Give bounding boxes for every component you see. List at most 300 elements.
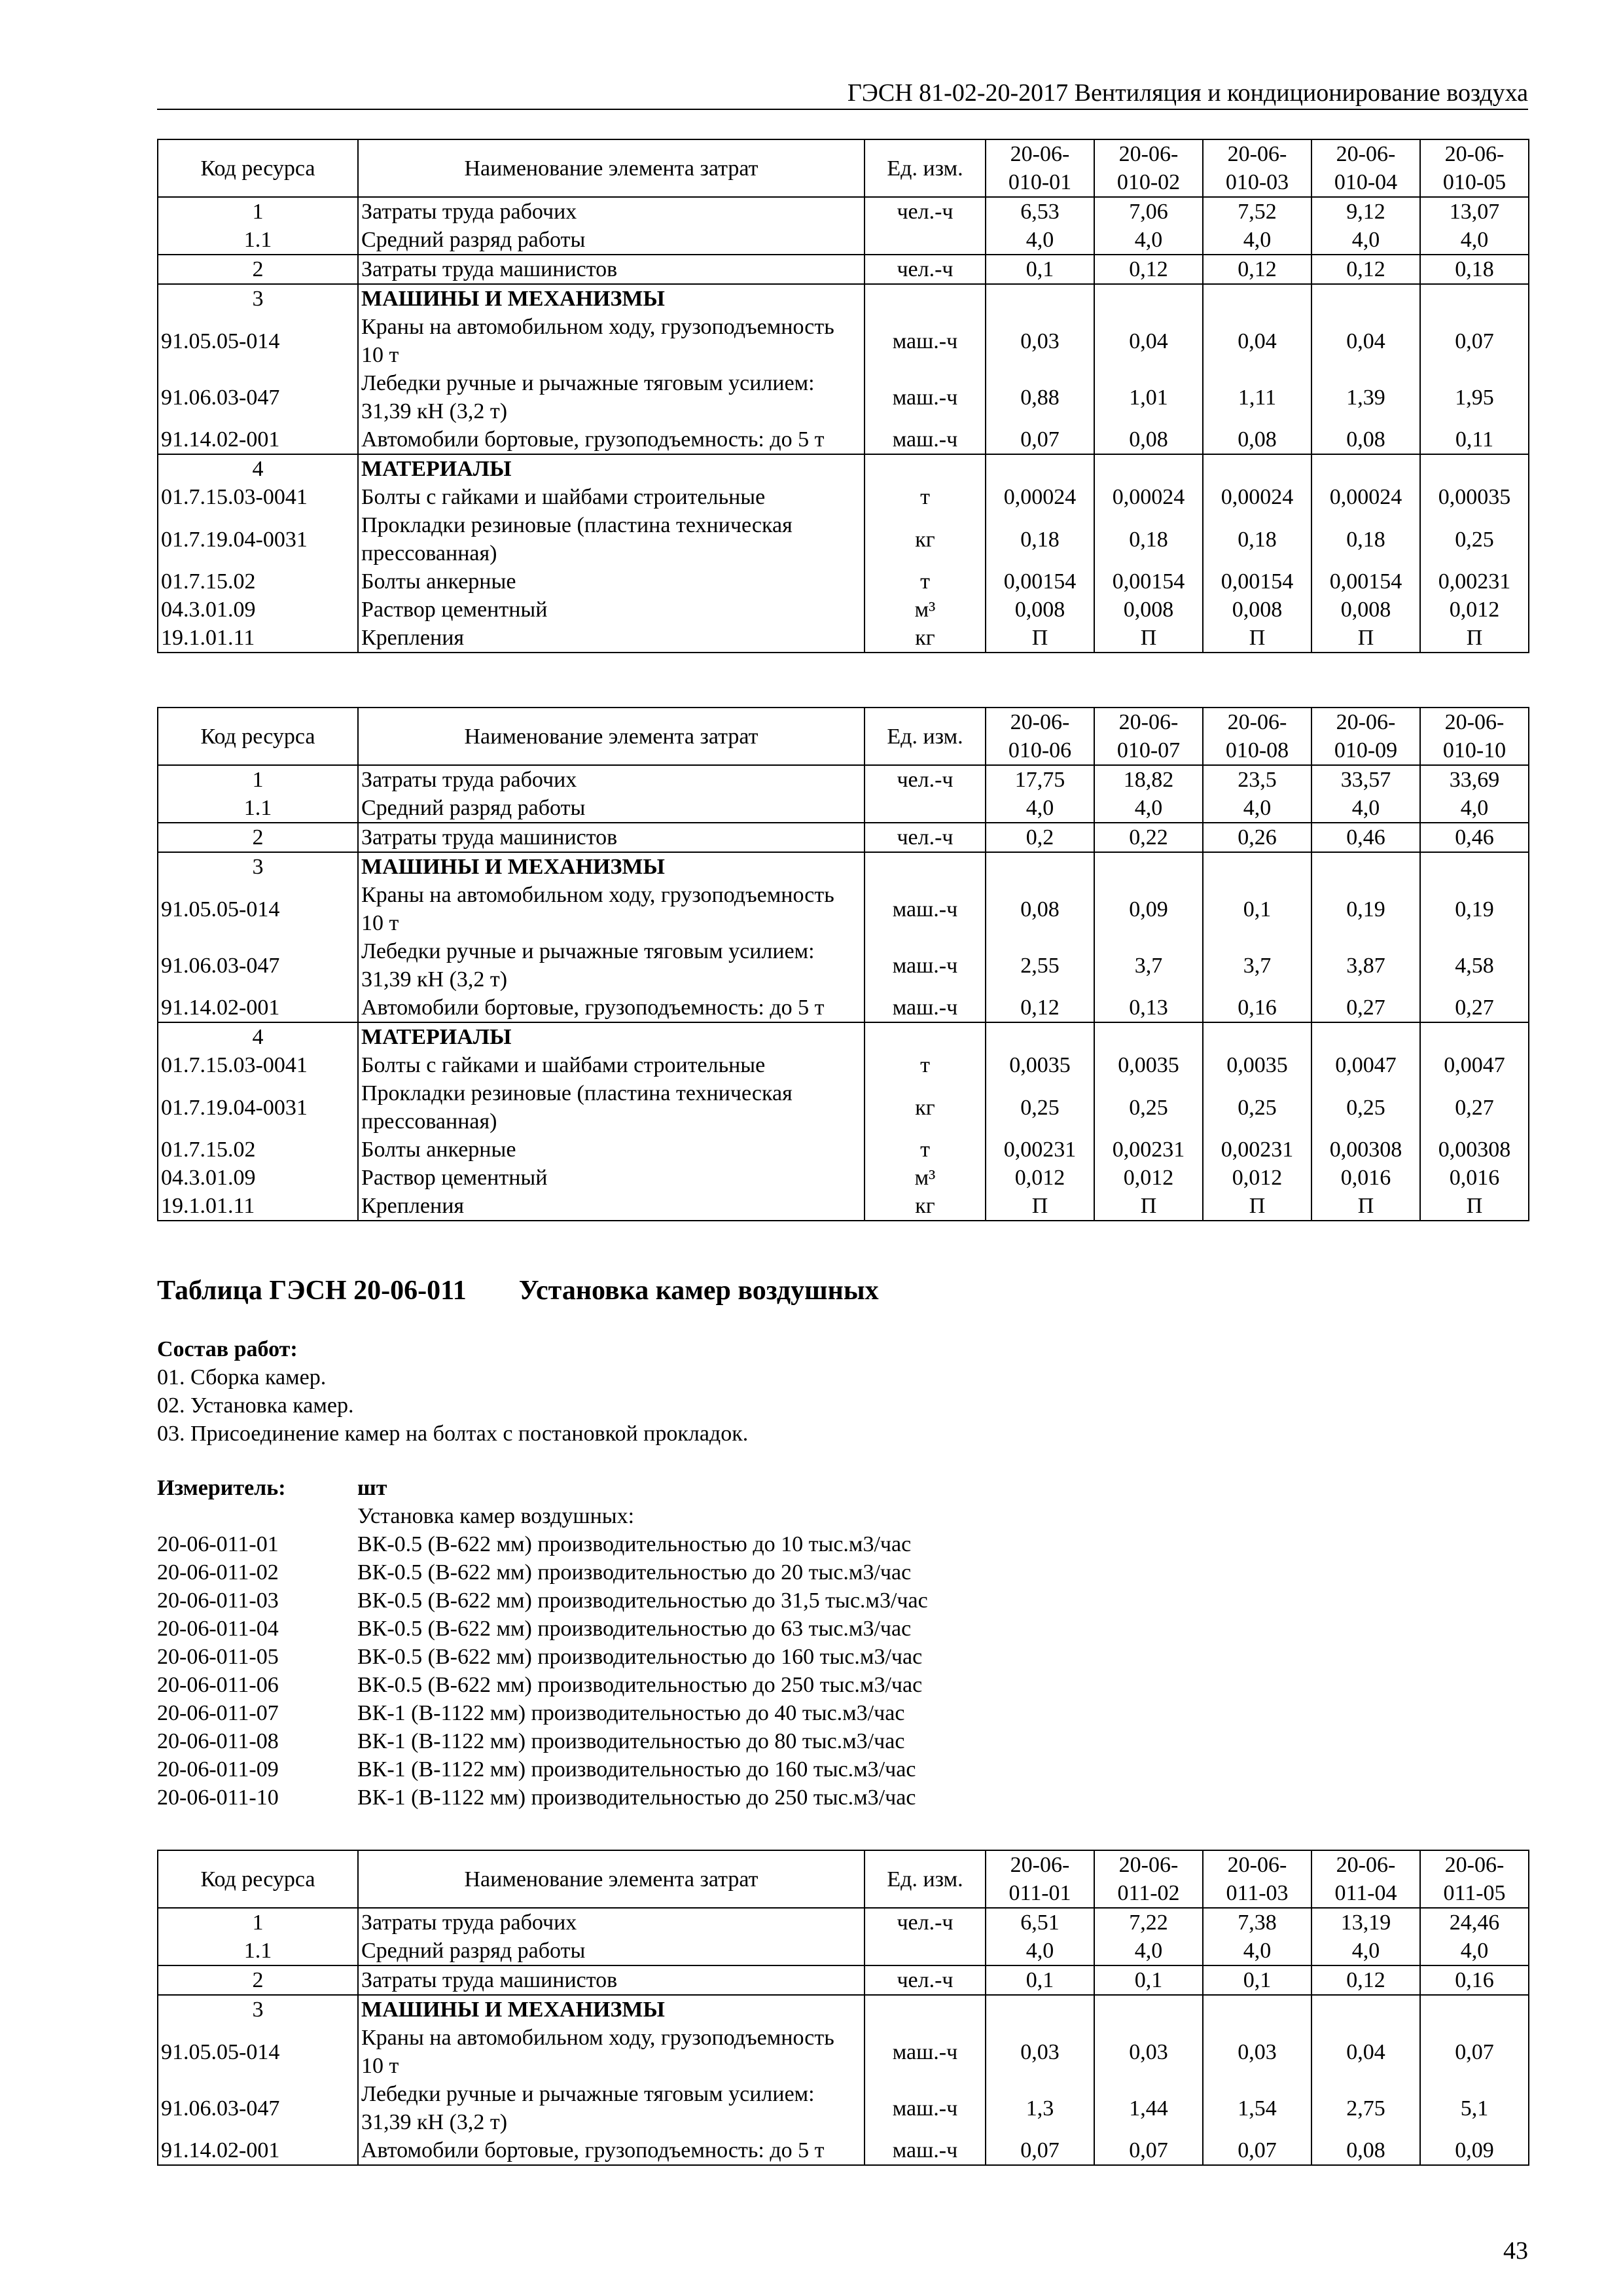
resource-value: 1,39 [1311, 369, 1420, 425]
resource-value [1311, 454, 1420, 483]
resource-code: 3 [158, 284, 358, 313]
table-row [158, 1192, 1529, 1221]
resource-value: 0,016 [1311, 1164, 1420, 1192]
meter-item-text: ВК-1 (В-1122 мм) производительностью до 80 тыс.м3/час [357, 1729, 905, 1753]
resource-value [1203, 454, 1311, 483]
page-header-title: ГЭСН 81-02-20-2017 Вентиляция и кондиционирование воздуха [847, 79, 1528, 107]
table-row [158, 1022, 1529, 1051]
resource-value: 0,12 [1311, 255, 1420, 284]
meter-item [157, 1530, 928, 1558]
table-header-row [158, 1850, 1529, 1908]
resource-value: 23,5 [1203, 765, 1311, 794]
resource-unit: чел.-ч [865, 197, 986, 226]
resource-value: 4,58 [1420, 937, 1529, 994]
meter-unit: шт [357, 1476, 387, 1500]
resource-code: 2 [158, 1965, 358, 1995]
resource-unit: маш.-ч [865, 425, 986, 454]
resource-value: 0,12 [1311, 1965, 1420, 1995]
meter-item-text: ВК-1 (В-1122 мм) производительностью до 160 тыс.м3/час [357, 1757, 916, 1782]
table-row [158, 567, 1529, 596]
header-unit: Ед. изм. [865, 708, 986, 765]
section-title-name: Установка камер воздушных [518, 1276, 879, 1306]
resource-code: 91.05.05-014 [158, 881, 358, 937]
table-row [158, 1995, 1529, 2024]
resource-value: 0,27 [1420, 1079, 1529, 1136]
resource-table-3 [157, 1850, 1529, 2166]
resource-value: 4,0 [1203, 794, 1311, 823]
table-row [158, 994, 1529, 1022]
resource-value: 0,03 [986, 2024, 1094, 2080]
resource-value: 0,03 [1203, 2024, 1311, 2080]
resource-value: 2,55 [986, 937, 1094, 994]
resource-unit: т [865, 483, 986, 511]
resource-value: 0,012 [986, 1164, 1094, 1192]
header-name: Наименование элемента затрат [358, 139, 865, 197]
resource-value: 4,0 [1094, 226, 1203, 255]
resource-value: 0,00024 [1203, 483, 1311, 511]
resource-value: П [1420, 624, 1529, 653]
meter-item-text: ВК-0.5 (В-622 мм) производительностью до 63 тыс.м3/час [357, 1617, 912, 1641]
resource-value [986, 1022, 1094, 1051]
table-row [158, 624, 1529, 653]
resource-unit: кг [865, 624, 986, 653]
resource-value [1094, 852, 1203, 881]
resource-value [1203, 1995, 1311, 2024]
resource-unit [865, 454, 986, 483]
resource-value: 4,0 [1203, 1937, 1311, 1965]
resource-name: Затраты труда рабочих [358, 1908, 865, 1937]
table-row [158, 937, 1529, 994]
resource-value: 0,18 [1420, 255, 1529, 284]
resource-name: Автомобили бортовые, грузоподъемность: до 5 т [358, 425, 865, 454]
resource-code: 91.14.02-001 [158, 994, 358, 1022]
resource-value: 0,00024 [1094, 483, 1203, 511]
header-norm-code: 20-06- 010-03 [1203, 139, 1311, 197]
table-row [158, 197, 1529, 226]
resource-value: 3,7 [1094, 937, 1203, 994]
header-unit: Ед. изм. [865, 139, 986, 197]
table-row [158, 852, 1529, 881]
resource-value: 4,0 [986, 226, 1094, 255]
meter-heading: Установка камер воздушных: [357, 1504, 635, 1528]
table-row [158, 425, 1529, 454]
meter-item-text: ВК-1 (В-1122 мм) производительностью до 40 тыс.м3/час [357, 1701, 905, 1725]
resource-value: 4,0 [1420, 226, 1529, 255]
resource-unit [865, 284, 986, 313]
table-row [158, 454, 1529, 483]
resource-code: 1.1 [158, 226, 358, 255]
resource-code: 91.05.05-014 [158, 313, 358, 369]
table-row [158, 313, 1529, 369]
resource-name: Болты анкерные [358, 567, 865, 596]
resource-value: 0,03 [986, 313, 1094, 369]
resource-value: 0,00231 [986, 1136, 1094, 1164]
resource-code: 1 [158, 765, 358, 794]
table-row [158, 369, 1529, 425]
resource-value: 0,1 [986, 1965, 1094, 1995]
resource-value: 0,22 [1094, 823, 1203, 852]
resource-value: 0,008 [986, 596, 1094, 624]
resource-value: 0,12 [1094, 255, 1203, 284]
resource-code: 01.7.15.03-0041 [158, 1051, 358, 1079]
resource-value: 0,008 [1311, 596, 1420, 624]
table-row [158, 1164, 1529, 1192]
table-row [158, 881, 1529, 937]
resource-value: 0,04 [1311, 313, 1420, 369]
meter-label: Измеритель: [157, 1476, 286, 1500]
section-title-code: Таблица ГЭСН 20-06-011 [157, 1276, 467, 1306]
table-row [158, 1937, 1529, 1965]
resource-value: 7,52 [1203, 197, 1311, 226]
meter-item-code: 20-06-011-08 [157, 1729, 279, 1753]
meter-item-code: 20-06-011-02 [157, 1560, 279, 1585]
header-norm-code: 20-06- 010-07 [1094, 708, 1203, 765]
resource-name: Средний разряд работы [358, 226, 865, 255]
resource-value: 0,016 [1420, 1164, 1529, 1192]
resource-name: Болты анкерные [358, 1136, 865, 1164]
resource-value: 4,0 [986, 794, 1094, 823]
resource-unit: маш.-ч [865, 881, 986, 937]
resource-code: 91.06.03-047 [158, 937, 358, 994]
resource-value: П [1094, 1192, 1203, 1221]
resource-unit: чел.-ч [865, 765, 986, 794]
resource-value: 3,87 [1311, 937, 1420, 994]
table-row [158, 1079, 1529, 1136]
resource-name: Краны на автомобильном ходу, грузоподъемность 10 т [358, 881, 865, 937]
resource-value: 0,008 [1203, 596, 1311, 624]
resource-value: 0,0047 [1311, 1051, 1420, 1079]
resource-value: 24,46 [1420, 1908, 1529, 1937]
meter-item-code: 20-06-011-05 [157, 1645, 279, 1669]
resource-unit: маш.-ч [865, 2136, 986, 2165]
header-name: Наименование элемента затрат [358, 708, 865, 765]
resource-value: 0,18 [1311, 511, 1420, 567]
composition-item: 03. Присоединение камер на болтах с постановкой прокладок. [157, 1422, 749, 1446]
resource-value: 0,13 [1094, 994, 1203, 1022]
resource-value: 0,46 [1420, 823, 1529, 852]
resource-value: 0,07 [986, 425, 1094, 454]
resource-name: Затраты труда машинистов [358, 1965, 865, 1995]
header-unit: Ед. изм. [865, 1850, 986, 1908]
table-row [158, 284, 1529, 313]
resource-value: П [986, 624, 1094, 653]
resource-value: 1,3 [986, 2080, 1094, 2136]
resource-value: 4,0 [1311, 794, 1420, 823]
resource-name: Раствор цементный [358, 596, 865, 624]
composition-item: 02. Установка камер. [157, 1393, 354, 1418]
resource-value: 0,25 [986, 1079, 1094, 1136]
resource-name: Автомобили бортовые, грузоподъемность: до 5 т [358, 994, 865, 1022]
resource-unit [865, 226, 986, 255]
resource-value [1094, 1022, 1203, 1051]
resource-code: 01.7.19.04-0031 [158, 511, 358, 567]
resource-value: П [1420, 1192, 1529, 1221]
resource-unit: т [865, 1051, 986, 1079]
resource-code: 91.06.03-047 [158, 369, 358, 425]
resource-value: 0,04 [1203, 313, 1311, 369]
resource-value [1420, 284, 1529, 313]
composition-label: Состав работ: [157, 1337, 298, 1361]
resource-code: 4 [158, 1022, 358, 1051]
table-row [158, 1908, 1529, 1937]
table-row [158, 1965, 1529, 1995]
table-row [158, 511, 1529, 567]
resource-value: 0,012 [1420, 596, 1529, 624]
resource-value [1203, 284, 1311, 313]
resource-unit: т [865, 1136, 986, 1164]
resource-value: П [1203, 1192, 1311, 1221]
resource-value: 18,82 [1094, 765, 1203, 794]
meter-item-code: 20-06-011-01 [157, 1532, 279, 1556]
meter-item-text: ВК-1 (В-1122 мм) производительностью до 250 тыс.м3/час [357, 1785, 916, 1810]
header-norm-code: 20-06- 010-06 [986, 708, 1094, 765]
resource-value: 0,1 [1203, 881, 1311, 937]
resource-value [1203, 852, 1311, 881]
resource-value: 0,19 [1311, 881, 1420, 937]
resource-name: Прокладки резиновые (пластина техническая прессованная) [358, 511, 865, 567]
table-row [158, 226, 1529, 255]
header-norm-code: 20-06- 010-02 [1094, 139, 1203, 197]
resource-name: Затраты труда машинистов [358, 823, 865, 852]
resource-name: Средний разряд работы [358, 794, 865, 823]
meter-item [157, 1615, 928, 1643]
resource-value: 0,03 [1094, 2024, 1203, 2080]
resource-value: П [986, 1192, 1094, 1221]
resource-code: 2 [158, 255, 358, 284]
table-row [158, 596, 1529, 624]
resource-value: 0,00231 [1203, 1136, 1311, 1164]
table-row [158, 1136, 1529, 1164]
resource-value: 17,75 [986, 765, 1094, 794]
resource-code: 19.1.01.11 [158, 1192, 358, 1221]
page-number: 43 [1503, 2237, 1528, 2265]
resource-value [986, 454, 1094, 483]
resource-code: 2 [158, 823, 358, 852]
resource-unit [865, 794, 986, 823]
header-norm-code: 20-06- 010-08 [1203, 708, 1311, 765]
composition-item: 01. Сборка камер. [157, 1365, 327, 1390]
resource-value: 4,0 [1420, 794, 1529, 823]
resource-value: 1,54 [1203, 2080, 1311, 2136]
resource-value: 0,08 [1203, 425, 1311, 454]
resource-value: 4,0 [1311, 1937, 1420, 1965]
resource-unit: чел.-ч [865, 1965, 986, 1995]
resource-value [1311, 852, 1420, 881]
resource-unit: маш.-ч [865, 937, 986, 994]
meter-item [157, 1699, 928, 1727]
table-row [158, 794, 1529, 823]
work-composition [157, 1335, 748, 1448]
resource-code: 1.1 [158, 794, 358, 823]
resource-value: 0,00035 [1420, 483, 1529, 511]
resource-value: 0,18 [1203, 511, 1311, 567]
resource-value: 4,0 [1094, 794, 1203, 823]
resource-value: 4,0 [1311, 226, 1420, 255]
resource-code: 04.3.01.09 [158, 1164, 358, 1192]
resource-value: 0,08 [1311, 425, 1420, 454]
resource-value: 4,0 [1094, 1937, 1203, 1965]
resource-unit: маш.-ч [865, 2024, 986, 2080]
resource-value: 0,0047 [1420, 1051, 1529, 1079]
resource-value: 0,07 [986, 2136, 1094, 2165]
resource-value: 13,19 [1311, 1908, 1420, 1937]
table-row [158, 483, 1529, 511]
resource-value: 0,27 [1311, 994, 1420, 1022]
meter-item-text: ВК-0.5 (В-622 мм) производительностью до 31,5 тыс.м3/час [357, 1588, 928, 1613]
resource-code: 91.06.03-047 [158, 2080, 358, 2136]
table-header-row [158, 139, 1529, 197]
header-code: Код ресурса [158, 1850, 358, 1908]
resource-value: 13,07 [1420, 197, 1529, 226]
resource-value: 0,07 [1420, 313, 1529, 369]
resource-value: 4,0 [1203, 226, 1311, 255]
header-norm-code: 20-06- 011-04 [1311, 1850, 1420, 1908]
header-name: Наименование элемента затрат [358, 1850, 865, 1908]
resource-value: 0,08 [986, 881, 1094, 937]
resource-value [1094, 284, 1203, 313]
resource-value: 1,01 [1094, 369, 1203, 425]
resource-code: 1 [158, 197, 358, 226]
resource-unit: кг [865, 1079, 986, 1136]
resource-code: 19.1.01.11 [158, 624, 358, 653]
resource-value [1203, 1022, 1311, 1051]
resource-code: 01.7.19.04-0031 [158, 1079, 358, 1136]
resource-value: 0,12 [986, 994, 1094, 1022]
resource-value: 0,00231 [1094, 1136, 1203, 1164]
resource-value: 5,1 [1420, 2080, 1529, 2136]
resource-code: 4 [158, 454, 358, 483]
resource-value: 0,16 [1203, 994, 1311, 1022]
resource-value: 0,12 [1203, 255, 1311, 284]
resource-name: Автомобили бортовые, грузоподъемность: до 5 т [358, 2136, 865, 2165]
resource-name: Затраты труда машинистов [358, 255, 865, 284]
meter-item-text: ВК-0.5 (В-622 мм) производительностью до 160 тыс.м3/час [357, 1645, 923, 1669]
header-norm-code: 20-06- 011-02 [1094, 1850, 1203, 1908]
resource-value: 0,0035 [1203, 1051, 1311, 1079]
meter-item-code: 20-06-011-03 [157, 1588, 279, 1613]
resource-code: 91.14.02-001 [158, 425, 358, 454]
resource-value [1420, 454, 1529, 483]
resource-code: 04.3.01.09 [158, 596, 358, 624]
resource-name: Крепления [358, 624, 865, 653]
resource-value: П [1203, 624, 1311, 653]
resource-value: 0,00154 [1311, 567, 1420, 596]
resource-value: 0,18 [986, 511, 1094, 567]
resource-value: 0,008 [1094, 596, 1203, 624]
header-norm-code: 20-06- 011-05 [1420, 1850, 1529, 1908]
table-row [158, 255, 1529, 284]
resource-value: 0,00024 [986, 483, 1094, 511]
table-row [158, 2024, 1529, 2080]
resource-unit: чел.-ч [865, 823, 986, 852]
resource-value: 3,7 [1203, 937, 1311, 994]
resource-value [1311, 284, 1420, 313]
header-norm-code: 20-06- 010-10 [1420, 708, 1529, 765]
resource-unit [865, 1022, 986, 1051]
resource-unit: м³ [865, 596, 986, 624]
resource-value: 1,44 [1094, 2080, 1203, 2136]
resource-name: МАШИНЫ И МЕХАНИЗМЫ [358, 852, 865, 881]
resource-value: 0,2 [986, 823, 1094, 852]
meter-item-code: 20-06-011-04 [157, 1617, 279, 1641]
meter-item-code: 20-06-011-09 [157, 1757, 279, 1782]
resource-value: 0,1 [986, 255, 1094, 284]
resource-value: 0,1 [1203, 1965, 1311, 1995]
table-row [158, 1051, 1529, 1079]
resource-value: П [1311, 1192, 1420, 1221]
resource-value: 0,25 [1420, 511, 1529, 567]
meter-item-code: 20-06-011-07 [157, 1701, 279, 1725]
resource-value: 7,22 [1094, 1908, 1203, 1937]
resource-value [1420, 1995, 1529, 2024]
resource-name: МАШИНЫ И МЕХАНИЗМЫ [358, 284, 865, 313]
meter-item-code: 20-06-011-06 [157, 1673, 279, 1697]
resource-value: 0,07 [1094, 2136, 1203, 2165]
resource-value: 0,25 [1203, 1079, 1311, 1136]
resource-value: 0,26 [1203, 823, 1311, 852]
resource-value: 0,07 [1203, 2136, 1311, 2165]
resource-value [1094, 1995, 1203, 2024]
header-norm-code: 20-06- 011-01 [986, 1850, 1094, 1908]
resource-name: Болты с гайками и шайбами строительные [358, 483, 865, 511]
meter-item [157, 1558, 928, 1587]
table-row [158, 765, 1529, 794]
meter-item [157, 1671, 928, 1699]
resource-unit [865, 852, 986, 881]
header-code: Код ресурса [158, 139, 358, 197]
resource-value: 0,00231 [1420, 567, 1529, 596]
resource-name: Затраты труда рабочих [358, 765, 865, 794]
resource-code: 1 [158, 1908, 358, 1937]
resource-unit: маш.-ч [865, 2080, 986, 2136]
resource-name: Краны на автомобильном ходу, грузоподъемность 10 т [358, 2024, 865, 2080]
meter-item [157, 1727, 928, 1755]
resource-value: 0,11 [1420, 425, 1529, 454]
meter-item-text: ВК-0.5 (В-622 мм) производительностью до 20 тыс.м3/час [357, 1560, 912, 1585]
resource-value: 0,00308 [1420, 1136, 1529, 1164]
resource-value: 0,04 [1094, 313, 1203, 369]
meter-item [157, 1784, 928, 1812]
resource-value [1311, 1022, 1420, 1051]
resource-value: 0,18 [1094, 511, 1203, 567]
meter-item [157, 1643, 928, 1671]
resource-unit [865, 1995, 986, 2024]
resource-value [986, 1995, 1094, 2024]
resource-value: 9,12 [1311, 197, 1420, 226]
resource-code: 91.14.02-001 [158, 2136, 358, 2165]
header-norm-code: 20-06- 010-01 [986, 139, 1094, 197]
resource-value: 0,0035 [1094, 1051, 1203, 1079]
resource-unit: чел.-ч [865, 1908, 986, 1937]
resource-code: 01.7.15.02 [158, 1136, 358, 1164]
resource-unit: маш.-ч [865, 994, 986, 1022]
resource-value: П [1094, 624, 1203, 653]
resource-value: 0,88 [986, 369, 1094, 425]
resource-value: 0,0035 [986, 1051, 1094, 1079]
resource-table-2 [157, 707, 1529, 1221]
resource-unit: маш.-ч [865, 369, 986, 425]
resource-value: 33,69 [1420, 765, 1529, 794]
resource-value: 0,08 [1094, 425, 1203, 454]
resource-code: 3 [158, 1995, 358, 2024]
resource-unit [865, 1937, 986, 1965]
table-row [158, 823, 1529, 852]
resource-name: Лебедки ручные и рычажные тяговым усилием: 31,39 кН (3,2 т) [358, 2080, 865, 2136]
resource-value: 0,25 [1094, 1079, 1203, 1136]
resource-value [986, 284, 1094, 313]
resource-name: Средний разряд работы [358, 1937, 865, 1965]
resource-value: 0,04 [1311, 2024, 1420, 2080]
